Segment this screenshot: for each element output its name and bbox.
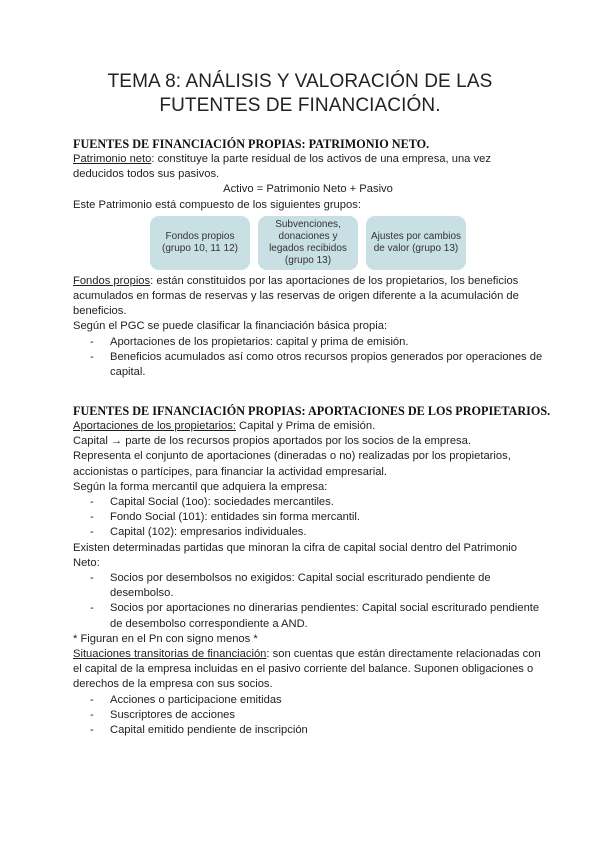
list-item: - Aportaciones de los propietarios: capital y prima de emisión. <box>73 335 543 350</box>
section-heading: FUENTES DE FINANCIACIÓN PROPIAS: PATRIMONIO NETO. <box>73 137 430 151</box>
aportaciones-definition <box>73 419 543 434</box>
existen-paragraph: Existen determinadas partidas que minoran la cifra de capital social dentro del Patrimonio Neto: <box>73 541 518 569</box>
group-box-ajustes: Ajustes por cambios de valor (grupo 13) <box>366 216 466 270</box>
title-line-1: TEMA 8: ANÁLISIS Y VALORACIÓN DE LAS <box>107 71 493 92</box>
represents-paragraph: Representa el conjunto de aportaciones (dineradas o no) realizadas por los propietarios, accionistas o partícipes, para financiar la actividad empresarial. <box>73 450 511 478</box>
term-situaciones: Situaciones transitorias de financiación <box>73 648 267 661</box>
note: * Figuran en el Pn con signo menos * <box>73 632 258 645</box>
section-patrimonio-neto <box>73 137 543 380</box>
forma-intro: Según la forma mercantil que adquiera la empresa: <box>73 480 328 493</box>
group-box-subvenciones: Subvenciones, donaciones y legados recibidos (grupo 13) <box>258 216 358 270</box>
patrimonio-neto-definition <box>73 152 543 182</box>
definition-text: : están constituidos por las aportaciones de los propietarios, los beneficios acumulados en formas de reservas y las reservas de origen diferente a la acumulación de beneficios. <box>73 274 519 318</box>
list-item: - Beneficios acumulados así como otros recursos propios generados por operaciones de capital. <box>73 350 543 380</box>
section-heading: FUENTES DE IFNANCIACIÓN PROPIAS: APORTACIONES DE LOS PROPIETARIOS. <box>73 404 551 418</box>
groups-diagram <box>73 216 543 270</box>
pgc-intro: Según el PGC se puede clasificar la financiación básica propia: <box>73 320 388 333</box>
groups-intro: Este Patrimonio está compuesto de los siguientes grupos: <box>73 198 361 211</box>
list-item: - Capital emitido pendiente de inscripción <box>73 723 543 738</box>
financing-list <box>73 335 543 381</box>
list-item: - Fondo Social (101): entidades sin forma mercantil. <box>73 510 543 525</box>
list-item: - Socios por aportaciones no dinerarias pendientes: Capital social escriturado pendiente de desembolso correspondiente a AND. <box>73 601 543 631</box>
situaciones-definition <box>73 647 543 693</box>
capital-line: Capital → parte de los recursos propios aportados por los socios de la empresa. <box>73 435 471 448</box>
term-fondos-propios: Fondos propios <box>73 274 151 287</box>
list-item: - Suscriptores de acciones <box>73 708 543 723</box>
section-aportaciones <box>73 404 551 738</box>
definition-text: : son cuentas que están directamente relacionadas con el capital de la empresa incluidas en el pasivo corriente del balance. Suponen obligaciones o derechos de la empresa con sus socios. <box>73 648 541 691</box>
definition-text: Capital y Prima de emisión. <box>235 420 376 432</box>
list-item: - Capital (102): empresarios individuales. <box>73 525 543 540</box>
fondos-propios-definition <box>73 274 543 320</box>
term-patrimonio-neto: Patrimonio neto <box>73 153 152 165</box>
definition-text: : constituye la parte residual de los activos de una empresa, una vez deducidos todos sus pasivos. <box>73 153 491 181</box>
page-title <box>0 70 600 118</box>
list-item: - Capital Social (1oo): sociedades mercantiles. <box>73 495 543 510</box>
situaciones-list <box>73 693 543 739</box>
list-item: - Acciones o participacione emitidas <box>73 693 543 708</box>
title-line-2: FUTENTES DE FINANCIACIÓN. <box>159 95 441 116</box>
equation: Activo = Patrimonio Neto + Pasivo <box>223 183 393 196</box>
socios-list <box>73 571 543 632</box>
forma-list <box>73 495 543 541</box>
list-item: - Socios por desembolsos no exigidos: Capital social escriturado pendiente de desembolso. <box>73 571 543 601</box>
group-box-fondos-propios: Fondos propios (grupo 10, 11 12) <box>150 216 250 270</box>
term-aportaciones: Aportaciones de los propietarios: <box>73 420 236 432</box>
